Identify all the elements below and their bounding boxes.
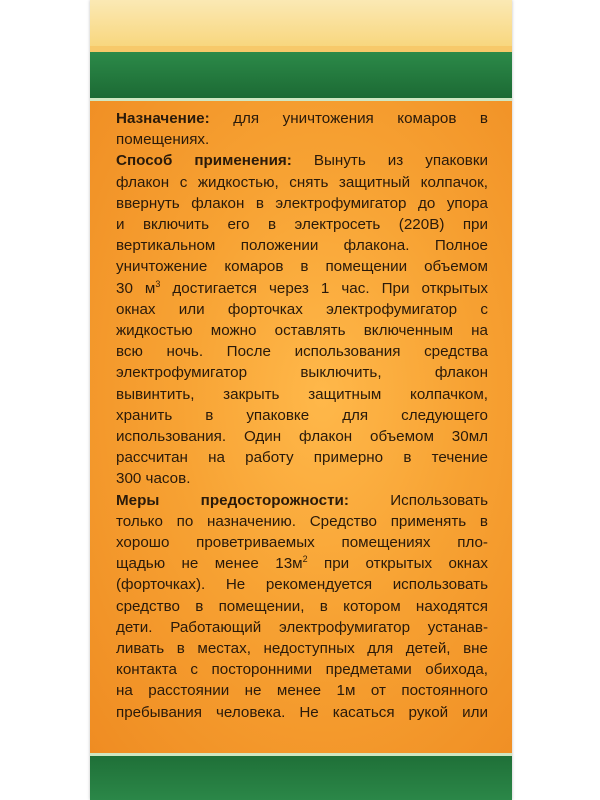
green-band-top (90, 52, 512, 98)
instructions-text (116, 108, 488, 723)
box-top-cream-strip (90, 0, 512, 46)
precautions-paragraph: Меры предосторожности: Использовать только по назначению. Средство применять в хорошо проветриваемых помещениях пло- щадью не менее $13м^2$ при открытых окнах (форточках). Не рекомендуется использовать средство в помещении, в котором находятся дети. Работающий электрофумигатор устанав- ливать в местах, недоступных для детей, вне контакта с посторонними предметами обихода, на расстоянии не менее 1м от постоянного пребывания человека. Не касаться рукой или (116, 491, 488, 721)
green-band-bottom (90, 756, 512, 800)
purpose-heading: Назначение: (116, 110, 210, 127)
product-box-side-panel (90, 0, 512, 800)
precautions-heading: Меры предосторожности: (116, 491, 349, 509)
purpose-paragraph: Назначение: для уничтожения комаров в помещениях. (116, 110, 488, 149)
usage-heading: Способ применения: (116, 152, 292, 170)
usage-paragraph: Способ применения: Вынуть из упаковки флакон с жидкостью, снять защитный колпачок, ввернуть флакон в электрофумигатор до упора и включить его в электросеть (220В) при вертикальном положении флакона. Полное уничтожение комаров в помещении объемом 30 $м^3$ достигается через 1 час. При открытых окнах или форточках электрофумигатор с жидкостью можно оставлять включенным на всю ночь. После использования средства электрофумигатор выключить, флакон вывинтить, закрыть защитным колпачком, хранить в упаковке для следующего использования. Один флакон объемом 30мл рассчитан на работу примерно в течение 300 часов. (116, 152, 488, 488)
